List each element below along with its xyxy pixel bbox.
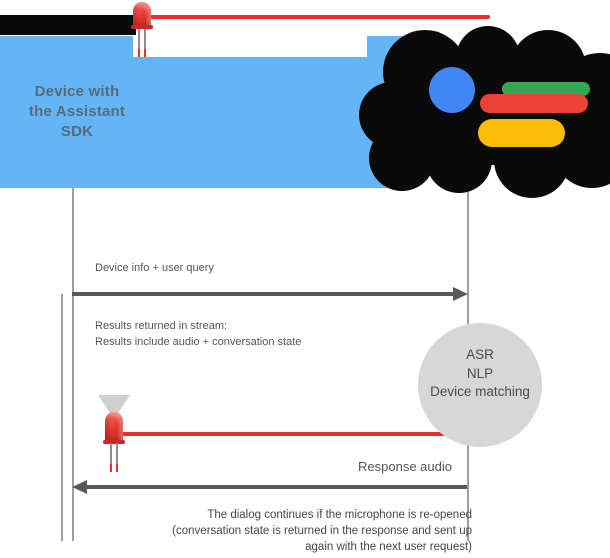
activation-line [61,294,63,541]
sequence-arrow-request-head [453,287,468,301]
led-leg [116,443,118,472]
red-signal-line-top [149,15,490,19]
logo-red-pill [480,94,588,113]
device-matching-label: Device matching [430,384,530,399]
stream-result-label-2: Results include audio + conversation state [95,336,302,348]
logo-yellow-pill [478,119,565,147]
black-bar [0,15,136,35]
led-bulb [105,412,123,443]
nlp-label: NLP [466,365,494,381]
led-icon-bottom [105,412,123,472]
footnote-line2: (conversation state is returned in the response and sent up [172,525,472,537]
sequence-arrow-request-line [72,292,455,296]
response-label: Response audio [358,459,452,474]
led-leg [144,29,146,57]
sequence-arrow-response-head [72,480,87,494]
led-icon-top [133,2,151,62]
sequence-arrow-response-line [85,485,467,489]
footnote-line1: The dialog continues if the microphone is re-opened [207,509,472,521]
device-box-label [8,82,146,142]
led-flange [131,25,153,29]
device-box-label-line2: the Assistant [28,103,126,120]
stream-result-label-1: Results returned in stream: [95,320,228,332]
device-box-label-line1: Device with [34,83,120,100]
device-box-label-line3: SDK [60,123,94,140]
footnote-line3: again with the next user request) [305,541,472,553]
footnote [172,507,472,555]
led-leg [110,443,112,472]
led-leg [138,29,140,57]
device-box-notch [133,30,367,57]
asr-label: ASR [466,347,494,362]
request-label: Device info + user query [95,262,214,274]
red-signal-line-bottom [120,432,445,436]
logo-blue-circle [429,67,475,113]
led-flange [103,440,125,444]
asr-nlp-circle [418,323,542,447]
